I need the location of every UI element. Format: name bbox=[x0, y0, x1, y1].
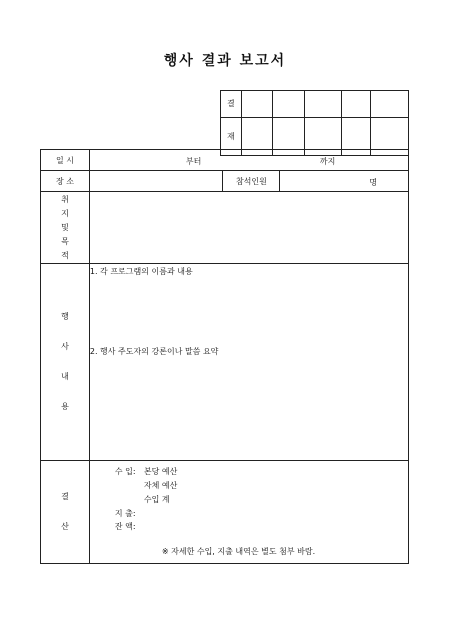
date-from-label: 부터 bbox=[185, 157, 202, 166]
approval-box bbox=[220, 90, 409, 156]
expense-label: 지 출: bbox=[114, 509, 136, 518]
purpose-label: 취 지 및 목 적 bbox=[41, 192, 90, 264]
place-field[interactable] bbox=[89, 171, 223, 192]
content-field[interactable] bbox=[89, 264, 408, 461]
content-row bbox=[41, 264, 409, 461]
approval-label-bottom: 재 bbox=[221, 118, 242, 156]
settlement-note: ※ 자세한 수입, 지출 내역은 별도 첨부 바람. bbox=[161, 547, 316, 556]
place-label: 장 소 bbox=[41, 171, 90, 192]
income-item-church-budget: 본당 예산 bbox=[143, 467, 178, 476]
settlement-row bbox=[41, 461, 409, 564]
page-title: 행사 결과 보고서 bbox=[163, 53, 287, 69]
settlement-field[interactable] bbox=[89, 461, 408, 564]
purpose-field[interactable] bbox=[89, 192, 408, 264]
income-label: 수 입: bbox=[114, 467, 136, 476]
date-label: 일 시 bbox=[41, 150, 90, 171]
approval-label-top: 결 bbox=[221, 91, 242, 118]
settlement-label: 결 산 bbox=[41, 461, 90, 564]
content-item-2: 2. 행사 주도자의 강론이나 말씀 요약 bbox=[89, 347, 219, 356]
income-item-own-budget: 자체 예산 bbox=[143, 481, 178, 490]
content-label: 행 사 내 용 bbox=[41, 264, 90, 461]
attendees-label: 참석인원 bbox=[223, 171, 280, 192]
date-to-label: 까지 bbox=[319, 157, 336, 166]
approval-slot-1-name[interactable] bbox=[241, 91, 272, 118]
attendees-unit: 명 bbox=[369, 178, 378, 187]
approval-slot-4-name[interactable] bbox=[342, 91, 371, 118]
content-item-1: 1. 각 프로그램의 이름과 내용 bbox=[89, 267, 193, 276]
report-table bbox=[40, 149, 409, 564]
approval-slot-2-name[interactable] bbox=[273, 91, 304, 118]
balance-label: 잔 액: bbox=[114, 522, 136, 531]
attendees-field[interactable] bbox=[280, 171, 409, 192]
place-row bbox=[41, 171, 409, 192]
income-total: 수입 계 bbox=[143, 495, 170, 504]
purpose-row bbox=[41, 192, 409, 264]
approval-slot-3-name[interactable] bbox=[304, 91, 341, 118]
date-field[interactable] bbox=[89, 150, 408, 171]
approval-slot-5-name[interactable] bbox=[370, 91, 408, 118]
date-row bbox=[41, 150, 409, 171]
